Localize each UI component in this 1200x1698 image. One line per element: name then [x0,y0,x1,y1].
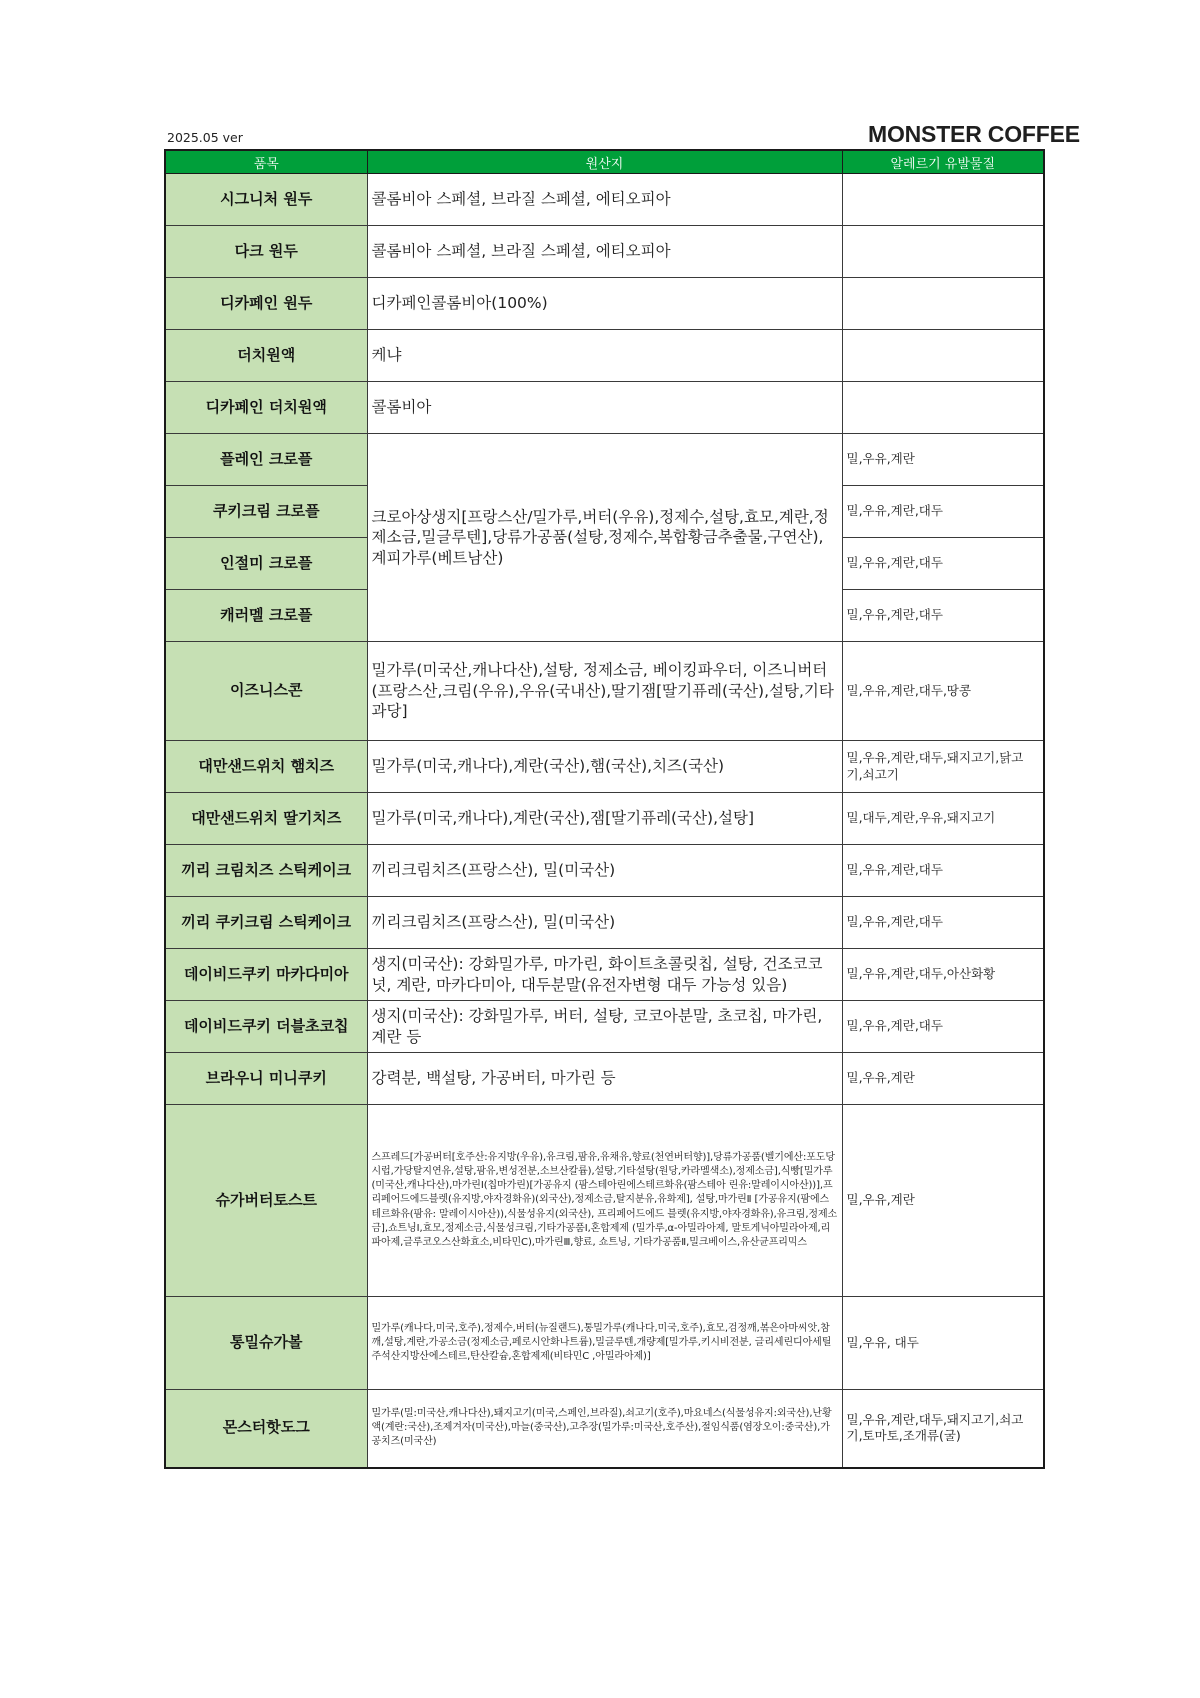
table-row [165,1390,1044,1468]
table-row [165,845,1044,897]
allergen-cell: 밀,우유,계란,대두,땅콩 [842,642,1044,741]
item-name: 대만샌드위치 딸기치즈 [165,793,367,845]
allergen-cell: 밀,우유,계란,대두 [842,486,1044,538]
item-name: 디카페인 원두 [165,278,367,330]
item-name: 끼리 쿠키크림 스틱케이크 [165,897,367,949]
item-name: 몬스터핫도그 [165,1390,367,1468]
allergen-cell: 밀,우유,계란,대두,돼지고기,닭고기,쇠고기 [842,741,1044,793]
item-name: 슈가버터토스트 [165,1105,367,1297]
origin-cell: 밀가루(미국산,캐나다산),설탕, 정제소금, 베이킹파우더, 이즈니버터(프랑스산,크림(우유),우유(국내산),딸기잼[딸기퓨레(국산),설탕,기타과당] [367,642,842,741]
origin-cell: 강력분, 백설탕, 가공버터, 마가린 등 [367,1053,842,1105]
table-row [165,226,1044,278]
item-name: 끼리 크림치즈 스틱케이크 [165,845,367,897]
item-name: 디카페인 더치원액 [165,382,367,434]
allergen-cell [842,382,1044,434]
table-row [165,897,1044,949]
allergen-cell: 밀,우유,계란,대두 [842,590,1044,642]
table-header-row [165,150,1044,174]
allergen-cell: 밀,우유, 대두 [842,1297,1044,1390]
table-row [165,1053,1044,1105]
item-name: 이즈니스콘 [165,642,367,741]
table-row [165,793,1044,845]
item-name: 인절미 크로플 [165,538,367,590]
table-row [165,382,1044,434]
allergen-cell: 밀,대두,계란,우유,돼지고기 [842,793,1044,845]
item-name: 데이비드쿠키 더블초코칩 [165,1001,367,1053]
allergen-cell: 밀,우유,계란,대두 [842,538,1044,590]
origin-cell: 콜롬비아 [367,382,842,434]
origin-cell: 생지(미국산): 강화밀가루, 마가린, 화이트초콜릿칩, 설탕, 건조코코넛, 계란, 마카다미아, 대두분말(유전자변형 대두 가능성 있음) [367,949,842,1001]
origin-cell: 스프레드[가공버터[호주산:유지방(우유),유크림,팜유,유채유,향료(천연버터향)],당류가공품(벨기에산:포도당시럽,가당탈지연유,설탕,팜유,변성전분,소브산칼륨),설탕,기타설탕(원당,카라멜색소),정제소금],식빵[밀가루(미국산,캐나다산),마가린I(칩마가린)[가공유지 (팜스테아린에스테르화유(팜스테아 린유:말레이시아산))],프리페어드에드블렛(유지방,야자경화유)(외국산),정제소금,탈지분유,유화제], 설탕,마가린Ⅱ [가공유지(팜에스테르화유(팜유: 말레이시아산)),식물성유지(외국산), 프리페어드에드 블렛(유지방,야자경화유),유크림,정제소금],쇼트닝I,효모,정제소금,식물성크림,기타가공품I,혼합제제 (밀가루,α-아밀라아제, 말토게닉아밀라아제,리파아제,글루코오스산화효소,비타민C),마가린Ⅲ,향료, 쇼트닝, 기타가공품Ⅱ,밀크베이스,유산균프리믹스 [367,1105,842,1297]
allergen-cell [842,174,1044,226]
origin-cell: 콜롬비아 스페셜, 브라질 스페셜, 에티오피아 [367,174,842,226]
column-header-allergens: 알레르기 유발물질 [842,150,1044,174]
column-header-item: 품목 [165,150,367,174]
item-name: 더치원액 [165,330,367,382]
allergen-cell: 밀,우유,계란,대두 [842,1001,1044,1053]
column-header-origin: 원산지 [367,150,842,174]
item-name: 캐러멜 크로플 [165,590,367,642]
allergen-cell: 밀,우유,계란,대두 [842,897,1044,949]
item-name: 시그니처 원두 [165,174,367,226]
item-name: 쿠키크림 크로플 [165,486,367,538]
item-name: 통밀슈가볼 [165,1297,367,1390]
item-name: 다크 원두 [165,226,367,278]
table-row [165,949,1044,1001]
allergen-cell: 밀,우유,계란 [842,434,1044,486]
table-row [165,278,1044,330]
origin-cell: 밀가루(미국,캐나다),계란(국산),햄(국산),치즈(국산) [367,741,842,793]
allergen-cell: 밀,우유,계란,대두 [842,845,1044,897]
origin-cell: 디카페인콜롬비아(100%) [367,278,842,330]
item-name: 브라우니 미니쿠키 [165,1053,367,1105]
table-row [165,1297,1044,1390]
allergen-table [164,149,1045,1469]
origin-cell: 밀가루(밀:미국산,캐나다산),돼지고기(미국,스페인,브라질),쇠고기(호주),마요네스(식물성유지:외국산),난황액(계란:국산),조제겨자(미국산),마늘(중국산),고추장(밀가루:미국산,호주산),절임식품(염장오이:중국산),가공치즈(미국산) [367,1390,842,1468]
item-name: 플레인 크로플 [165,434,367,486]
allergen-cell: 밀,우유,계란 [842,1105,1044,1297]
allergen-cell: 밀,우유,계란,대두,아산화황 [842,949,1044,1001]
allergen-cell [842,330,1044,382]
origin-cell: 콜롬비아 스페셜, 브라질 스페셜, 에티오피아 [367,226,842,278]
origin-cell: 밀가루(미국,캐나다),계란(국산),잼[딸기퓨레(국산),설탕] [367,793,842,845]
table-row [165,330,1044,382]
table-row [165,174,1044,226]
origin-cell: 끼리크림치즈(프랑스산), 밀(미국산) [367,845,842,897]
allergen-cell: 밀,우유,계란,대두,돼지고기,쇠고기,토마토,조개류(굴) [842,1390,1044,1468]
allergen-cell [842,226,1044,278]
item-name: 대만샌드위치 햄치즈 [165,741,367,793]
origin-cell: 밀가루(캐나다,미국,호주),정제수,버터(뉴질랜드),통밀가루(캐나다,미국,호주),효모,검정깨,볶은아마씨앗,참깨,설탕,계란,가공소금(정제소금,페로시안화나트륨),밀글루텐,개량제[밀가루,키시비전분, 글리세린디아세틸주석산지방산에스테르,탄산칼슘,혼합제제(비타민C ,아밀라아제)] [367,1297,842,1390]
table-row [165,642,1044,741]
allergen-cell [842,278,1044,330]
table-row [165,741,1044,793]
version-label: 2025.05 ver [167,130,243,145]
table-row [165,1001,1044,1053]
item-name: 데이비드쿠키 마카다미아 [165,949,367,1001]
table-row [165,434,1044,486]
origin-cell-croffle-group: 크로아상생지[프랑스산/밀가루,버터(우유),정제수,설탕,효모,계란,정제소금,밀글루텐],당류가공품(설탕,정제수,복합황금추출물,구연산),계피가루(베트남산) [367,434,842,642]
allergen-cell: 밀,우유,계란 [842,1053,1044,1105]
brand-logo: MONSTER COFFEE [868,121,1080,147]
table-row [165,1105,1044,1297]
origin-cell: 케냐 [367,330,842,382]
origin-cell: 끼리크림치즈(프랑스산), 밀(미국산) [367,897,842,949]
origin-cell: 생지(미국산): 강화밀가루, 버터, 설탕, 코코아분말, 초코칩, 마가린, 계란 등 [367,1001,842,1053]
